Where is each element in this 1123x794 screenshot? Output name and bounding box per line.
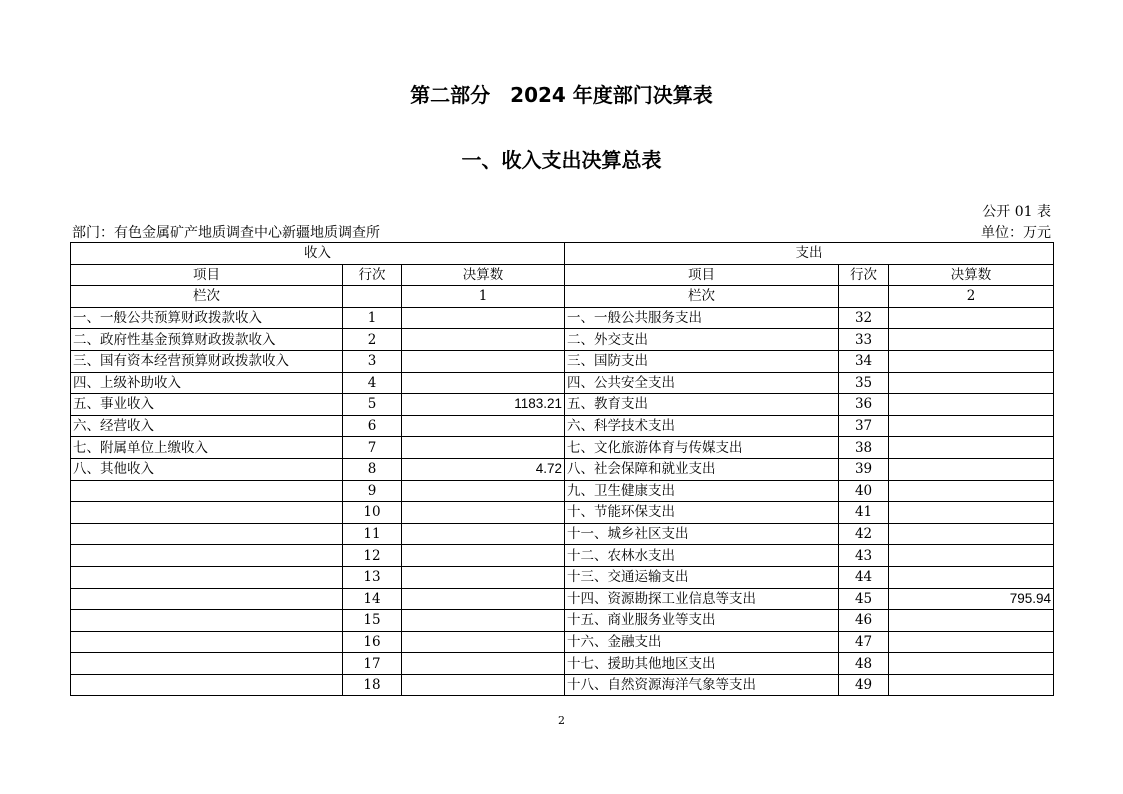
page-number: 2 [558,714,565,727]
expense-item-cell: 三、国防支出 [565,350,839,372]
income-column-index: 1 [402,286,565,308]
income-item-cell: 二、政府性基金预算财政拨款收入 [71,329,343,351]
income-amount-cell [402,588,565,610]
income-amount-cell: 1183.21 [402,394,565,416]
income-line-cell: 10 [343,502,402,524]
table-row [71,415,1054,437]
income-item-cell: 八、其他收入 [71,458,343,480]
table-row [71,480,1054,502]
income-line-cell: 14 [343,588,402,610]
income-item-cell: 五、事业收入 [71,394,343,416]
income-amount-cell [402,566,565,588]
expense-amount-cell [889,523,1054,545]
income-item-cell [71,502,343,524]
expense-line-cell: 34 [839,350,889,372]
income-item-cell [71,566,343,588]
income-line-cell: 5 [343,394,402,416]
expense-section-header: 支出 [565,243,1054,265]
expense-item-cell: 十六、金融支出 [565,631,839,653]
table-row [71,523,1054,545]
expense-amount-cell [889,480,1054,502]
income-expense-table [70,242,1054,696]
income-item-cell [71,610,343,632]
income-item-cell: 一、一般公共预算财政拨款收入 [71,307,343,329]
column-index-row [71,286,1054,308]
expense-item-cell: 十二、农林水支出 [565,545,839,567]
expense-line-cell: 39 [839,458,889,480]
table-row [71,610,1054,632]
expense-line-header: 行次 [839,264,889,286]
expense-line-cell: 37 [839,415,889,437]
expense-amount-cell [889,674,1054,696]
income-item-cell: 七、附属单位上缴收入 [71,437,343,459]
table-row [71,458,1054,480]
table-row [71,329,1054,351]
expense-item-cell: 十七、援助其他地区支出 [565,653,839,675]
table-row [71,545,1054,567]
income-item-cell [71,588,343,610]
expense-item-header: 项目 [565,264,839,286]
income-amount-cell [402,674,565,696]
table-row [71,307,1054,329]
table-row [71,394,1054,416]
income-line-cell: 7 [343,437,402,459]
income-amount-cell [402,523,565,545]
unit-label: 单位：万元 [981,225,1051,241]
income-line-cell: 9 [343,480,402,502]
income-amount-cell [402,437,565,459]
table-title: 一、收入支出决算总表 [461,148,662,172]
section-header-row [71,243,1054,265]
expense-item-cell: 一、一般公共服务支出 [565,307,839,329]
income-amount-cell [402,415,565,437]
expense-amount-cell [889,545,1054,567]
expense-item-cell: 八、社会保障和就业支出 [565,458,839,480]
income-amount-cell [402,545,565,567]
table-row [71,437,1054,459]
expense-amount-cell [889,653,1054,675]
expense-amount-cell [889,372,1054,394]
income-amount-cell: 4.72 [402,458,565,480]
income-line-cell: 12 [343,545,402,567]
expense-line-cell: 43 [839,545,889,567]
expense-item-cell: 二、外交支出 [565,329,839,351]
expense-line-cell: 38 [839,437,889,459]
income-column-index-label: 栏次 [71,286,343,308]
income-item-cell: 四、上级补助收入 [71,372,343,394]
table-row [71,566,1054,588]
income-item-cell: 三、国有资本经营预算财政拨款收入 [71,350,343,372]
income-item-cell [71,631,343,653]
table-row [71,674,1054,696]
form-number: 公开 01 表 [982,204,1051,220]
expense-item-cell: 十一、城乡社区支出 [565,523,839,545]
income-line-cell: 2 [343,329,402,351]
expense-item-cell: 十四、资源勘探工业信息等支出 [565,588,839,610]
expense-amount-cell [889,502,1054,524]
expense-item-cell: 十三、交通运输支出 [565,566,839,588]
table-row [71,502,1054,524]
income-item-cell [71,523,343,545]
income-line-cell: 3 [343,350,402,372]
expense-amount-header: 决算数 [889,264,1054,286]
income-section-header: 收入 [71,243,565,265]
income-item-cell: 六、经营收入 [71,415,343,437]
income-amount-cell [402,480,565,502]
expense-line-cell: 48 [839,653,889,675]
expense-item-cell: 九、卫生健康支出 [565,480,839,502]
expense-line-cell: 44 [839,566,889,588]
income-amount-cell [402,653,565,675]
page-title: 第二部分 2024 年度部门决算表 [410,83,713,107]
expense-line-cell: 41 [839,502,889,524]
expense-line-cell: 33 [839,329,889,351]
expense-amount-cell [889,394,1054,416]
table-row [71,350,1054,372]
expense-amount-cell [889,566,1054,588]
expense-line-cell: 36 [839,394,889,416]
expense-item-cell: 十八、自然资源海洋气象等支出 [565,674,839,696]
expense-amount-cell [889,307,1054,329]
expense-amount-cell [889,350,1054,372]
income-amount-cell [402,307,565,329]
expense-item-cell: 十、节能环保支出 [565,502,839,524]
income-item-cell [71,674,343,696]
expense-line-cell: 47 [839,631,889,653]
income-line-cell: 4 [343,372,402,394]
income-line-cell: 18 [343,674,402,696]
expense-amount-cell [889,610,1054,632]
income-line-header: 行次 [343,264,402,286]
expense-item-cell: 五、教育支出 [565,394,839,416]
income-line-cell: 6 [343,415,402,437]
income-amount-header: 决算数 [402,264,565,286]
table-row [71,631,1054,653]
column-header-row [71,264,1054,286]
income-line-cell: 11 [343,523,402,545]
expense-line-cell: 49 [839,674,889,696]
income-item-cell [71,480,343,502]
income-line-cell: 15 [343,610,402,632]
department-label: 部门：有色金属矿产地质调查中心新疆地质调查所 [72,225,380,241]
expense-amount-cell [889,437,1054,459]
income-item-cell [71,545,343,567]
expense-item-cell: 七、文化旅游体育与传媒支出 [565,437,839,459]
income-amount-cell [402,631,565,653]
income-amount-cell [402,502,565,524]
income-line-cell: 8 [343,458,402,480]
expense-item-cell: 六、科学技术支出 [565,415,839,437]
expense-line-cell: 35 [839,372,889,394]
expense-line-cell: 32 [839,307,889,329]
income-line-cell: 16 [343,631,402,653]
expense-line-cell: 42 [839,523,889,545]
income-line-cell: 13 [343,566,402,588]
expense-column-index: 2 [889,286,1054,308]
income-item-cell [71,653,343,675]
expense-column-index-label: 栏次 [565,286,839,308]
income-line-cell: 1 [343,307,402,329]
expense-item-cell: 四、公共安全支出 [565,372,839,394]
table-row [71,653,1054,675]
income-amount-cell [402,610,565,632]
expense-amount-cell [889,458,1054,480]
expense-line-cell: 40 [839,480,889,502]
income-amount-cell [402,350,565,372]
expense-amount-cell [889,329,1054,351]
expense-amount-cell: 795.94 [889,588,1054,610]
expense-line-cell: 46 [839,610,889,632]
income-item-header: 项目 [71,264,343,286]
income-line-cell: 17 [343,653,402,675]
income-amount-cell [402,372,565,394]
expense-item-cell: 十五、商业服务业等支出 [565,610,839,632]
expense-amount-cell [889,631,1054,653]
table-row [71,372,1054,394]
table-row [71,588,1054,610]
income-amount-cell [402,329,565,351]
expense-amount-cell [889,415,1054,437]
expense-line-cell: 45 [839,588,889,610]
